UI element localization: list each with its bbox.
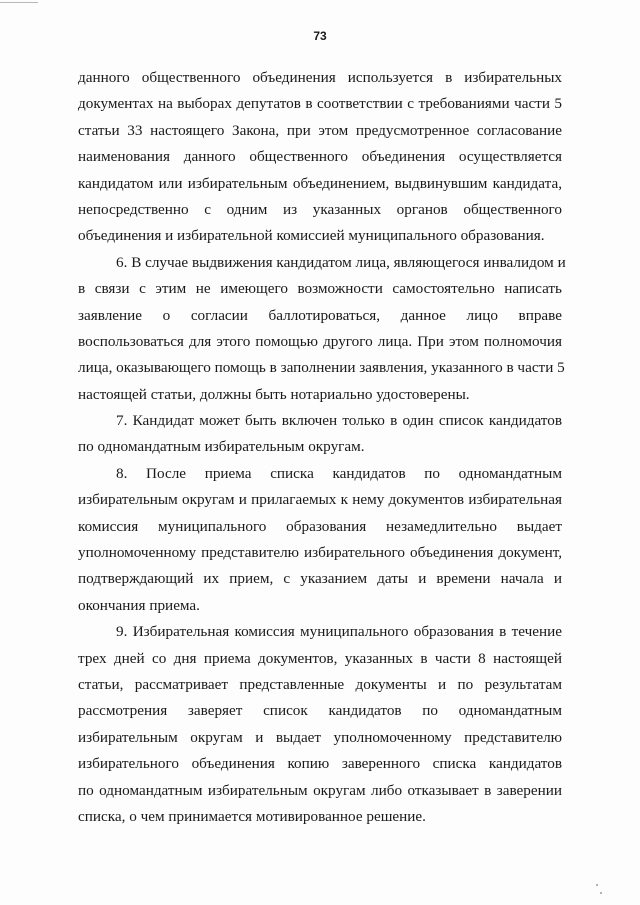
text-line: документах на выборах депутатов в соответствии с требованиями части 5 [78, 95, 562, 113]
text-line: кандидатом или избирательным объединением, выдвинувшим кандидата, [78, 174, 562, 192]
text-line: наименования данного общественного объединения осуществляется [78, 148, 562, 166]
text-line: избирательным округам и прилагаемых к нему документов избирательная [78, 491, 562, 509]
text-line: избирательным округам и выдает уполномоченному представителю [78, 728, 562, 746]
text-line: в связи с этим не имеющего возможности самостоятельно написать [78, 280, 562, 298]
document-body [78, 68, 566, 833]
scan-speck [596, 884, 598, 886]
scan-speck [600, 892, 602, 894]
paragraph [78, 68, 562, 253]
text-line: заявление о согласии баллотироваться, данное лицо вправе [78, 306, 562, 324]
text-line: подтверждающий их прием, с указанием даты и времени начала и [78, 570, 562, 588]
text-line: комиссия муниципального образования незамедлительно выдает [78, 517, 562, 535]
text-line: по одномандатным избирательным округам. [78, 438, 365, 456]
text-line: 7. Кандидат может быть включен только в один список кандидатов [116, 412, 562, 430]
text-line: списка, о чем принимается мотивированное решение. [78, 807, 426, 825]
text-line: уполномоченному представителю избирательного объединения документ, [78, 544, 562, 562]
scan-edge-mark [0, 2, 38, 3]
paragraph [78, 622, 562, 833]
text-line: статьи 33 настоящего Закона, при этом предусмотренное согласование [78, 121, 562, 139]
text-line: 9. Избирательная комиссия муниципального образования в течение [116, 623, 562, 641]
paragraph [78, 253, 566, 411]
page-number: 73 [313, 29, 327, 43]
text-line: непосредственно с одним из указанных органов общественного [78, 200, 562, 218]
paragraph [78, 464, 562, 622]
text-line: окончания приема. [78, 596, 200, 614]
text-line: лица, оказывающего помощь в заполнении заявления, указанного в части 5 [78, 359, 565, 377]
text-line: избирательного объединения копию заверенного списка кандидатов [78, 755, 562, 773]
text-line: воспользоваться для этого помощью другого лица. При этом полномочия [78, 332, 562, 350]
text-line: статьи, рассматривает представленные документы и по результатам [78, 675, 562, 693]
text-line: настоящей статьи, должны быть нотариально удостоверены. [78, 385, 470, 403]
text-line: рассмотрения заверяет список кандидатов по одномандатным [78, 702, 562, 720]
text-line: объединения и избирательной комиссией муниципального образования. [78, 227, 545, 245]
paragraph [78, 411, 562, 464]
text-line: трех дней со дня приема документов, указанных в части 8 настоящей [78, 649, 562, 667]
text-line: по одномандатным избирательным округам либо отказывает в заверении [78, 781, 562, 799]
text-line: 8. После приема списка кандидатов по одномандатным [116, 464, 562, 482]
text-line: данного общественного объединения используется в избирательных [78, 69, 562, 86]
text-line: 6. В случае выдвижения кандидатом лица, являющегося инвалидом и [116, 253, 566, 271]
